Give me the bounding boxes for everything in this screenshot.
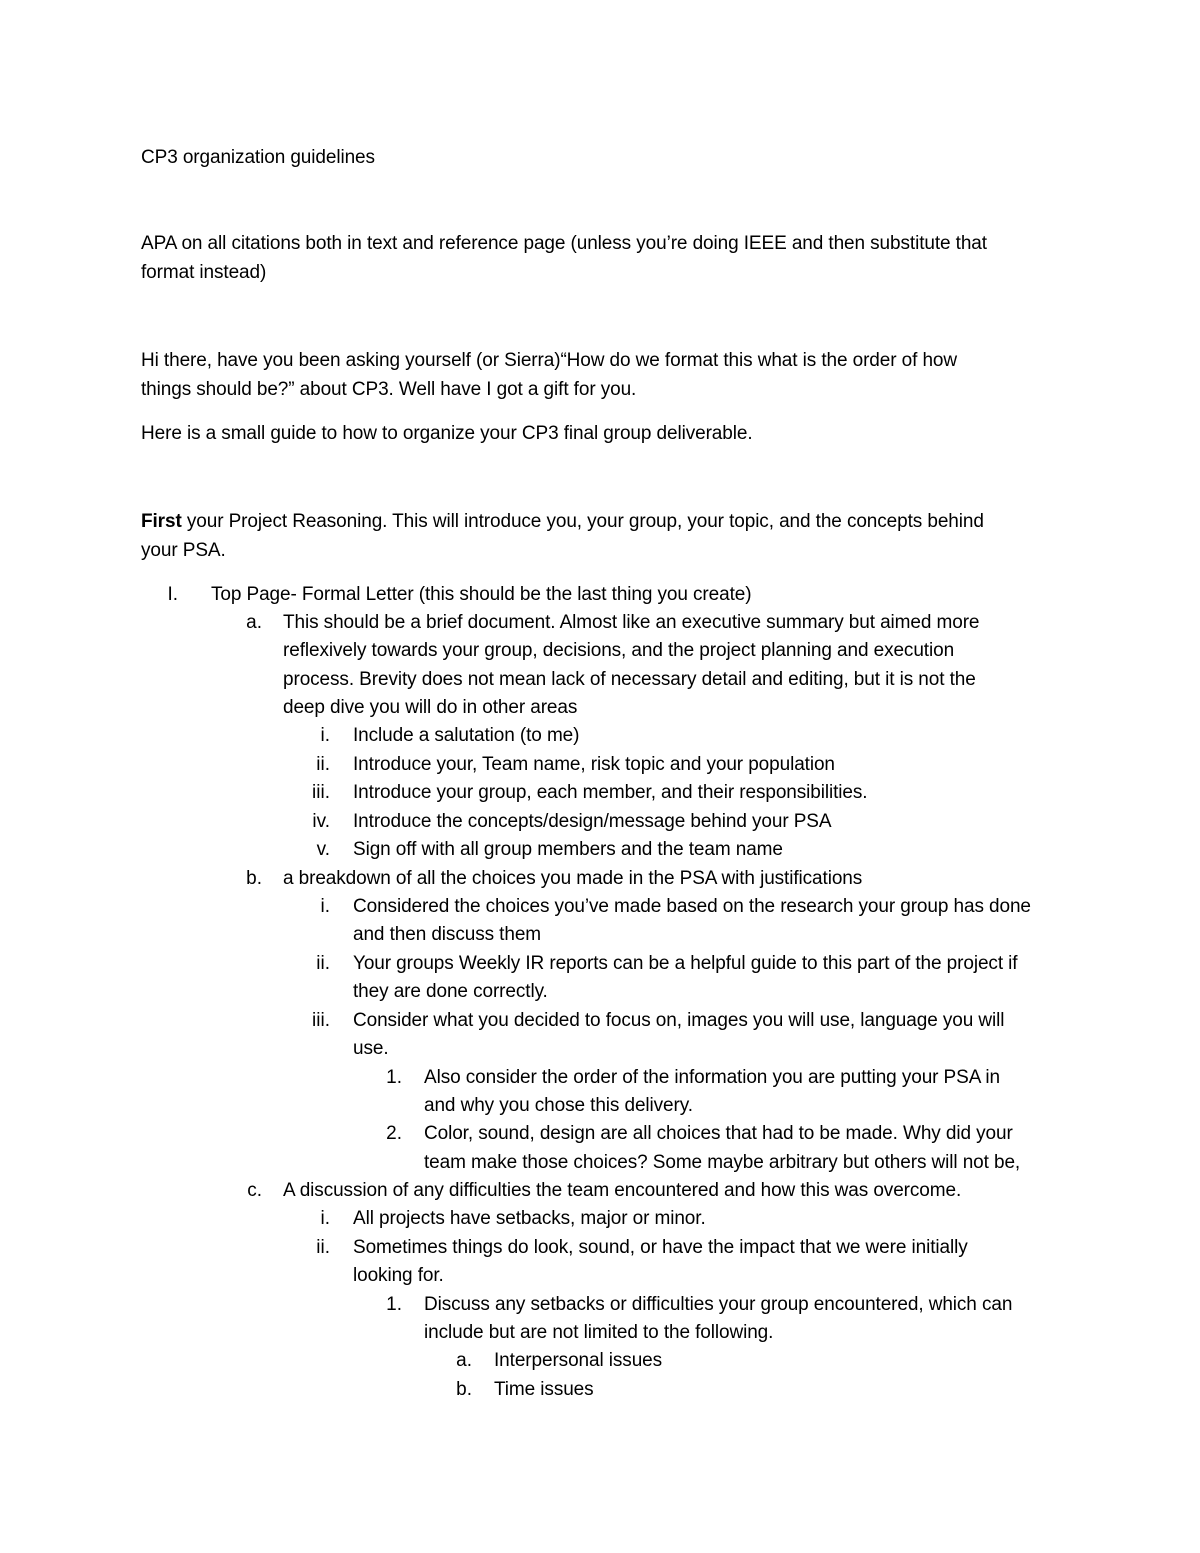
guide-paragraph: Here is a small guide to how to organize your CP3 final group deliverable. (141, 423, 753, 444)
outline-item-line: looking for. (353, 1265, 444, 1286)
outline-item-line: process. Brevity does not mean lack of necessary detail and editing, but it is not the (283, 669, 976, 690)
outline-item-concepts: Introduce the concepts/design/message behind your PSA (353, 811, 832, 832)
apa-paragraph-line: APA on all citations both in text and reference page (unless you’re doing IEEE and then substitute that (141, 233, 987, 254)
outline-item-impact: Sometimes things do look, sound, or have the impact that we were initially (353, 1237, 968, 1258)
outline-marker: iii. (312, 1010, 330, 1031)
first-paragraph-text: your Project Reasoning. This will introduce you, your group, your topic, and the concepts behind (181, 511, 984, 532)
outline-marker: ii. (316, 1237, 330, 1258)
outline-item-interpersonal: Interpersonal issues (494, 1350, 663, 1371)
outline-marker: a. (246, 612, 262, 633)
outline-marker: i. (320, 725, 330, 746)
outline-item-salutation: Include a salutation (to me) (353, 725, 580, 746)
outline-item-line: use. (353, 1038, 389, 1059)
outline-marker: 2. (386, 1123, 402, 1144)
outline-item-line: they are done correctly. (353, 981, 548, 1002)
outline-item-line: and why you chose this delivery. (424, 1095, 693, 1116)
outline-marker: iii. (312, 782, 330, 803)
outline-item-line: deep dive you will do in other areas (283, 697, 578, 718)
outline-item-line: team make those choices? Some maybe arbitrary but others will not be, (424, 1152, 1021, 1173)
outline-marker: v. (316, 839, 330, 860)
outline-item-line: include but are not limited to the following. (424, 1322, 774, 1343)
outline-item-group-members: Introduce your group, each member, and their responsibilities. (353, 782, 868, 803)
outline-marker: iv. (312, 811, 330, 832)
intro-paragraph-line: things should be?” about CP3. Well have I got a gift for you. (141, 379, 637, 400)
outline-marker: b. (456, 1379, 472, 1400)
outline-item-sign-off: Sign off with all group members and the team name (353, 839, 783, 860)
outline-item-focus: Consider what you decided to focus on, images you will use, language you will (353, 1010, 1005, 1031)
document-title: CP3 organization guidelines (141, 147, 375, 168)
outline-marker: i. (320, 896, 330, 917)
outline-item-breakdown: a breakdown of all the choices you made in the PSA with justifications (283, 868, 863, 889)
outline-item-order: Also consider the order of the information you are putting your PSA in (424, 1067, 1000, 1088)
outline-item-team-name: Introduce your, Team name, risk topic and your population (353, 754, 835, 775)
outline-item-color-sound: Color, sound, design are all choices that had to be made. Why did your (424, 1123, 1013, 1144)
apa-paragraph-line: format instead) (141, 262, 267, 283)
outline-marker: ii. (316, 754, 330, 775)
outline-marker: I. (167, 584, 178, 605)
first-bold-word: First (141, 511, 182, 532)
first-paragraph-line: your PSA. (141, 540, 226, 561)
outline-marker: a. (456, 1350, 472, 1371)
first-paragraph-line (141, 508, 984, 536)
outline-item-line: reflexively towards your group, decisions, and the project planning and execution (283, 640, 955, 661)
outline-item-line: and then discuss them (353, 924, 542, 945)
outline-item-discuss-setbacks: Discuss any setbacks or difficulties your group encountered, which can (424, 1294, 1013, 1315)
outline-item-top-page: Top Page- Formal Letter (this should be the last thing you create) (211, 584, 752, 605)
outline-marker: ii. (316, 953, 330, 974)
intro-paragraph-line: Hi there, have you been asking yourself (or Sierra)“How do we format this what is the order of how (141, 350, 958, 371)
outline-marker: b. (246, 868, 262, 889)
outline-item-brief-document: This should be a brief document. Almost like an executive summary but aimed more (283, 612, 980, 633)
outline-marker: c. (247, 1180, 262, 1201)
outline-item-time-issues: Time issues (494, 1379, 594, 1400)
outline-item-setbacks: All projects have setbacks, major or minor. (353, 1208, 706, 1229)
outline-item-difficulties: A discussion of any difficulties the team encountered and how this was overcome. (283, 1180, 962, 1201)
outline-marker: 1. (386, 1294, 402, 1315)
outline-marker: 1. (386, 1067, 402, 1088)
outline-item-weekly-reports: Your groups Weekly IR reports can be a helpful guide to this part of the project if (353, 953, 1018, 974)
outline-marker: i. (320, 1208, 330, 1229)
outline-item-considered-choices: Considered the choices you’ve made based on the research your group has done (353, 896, 1031, 917)
